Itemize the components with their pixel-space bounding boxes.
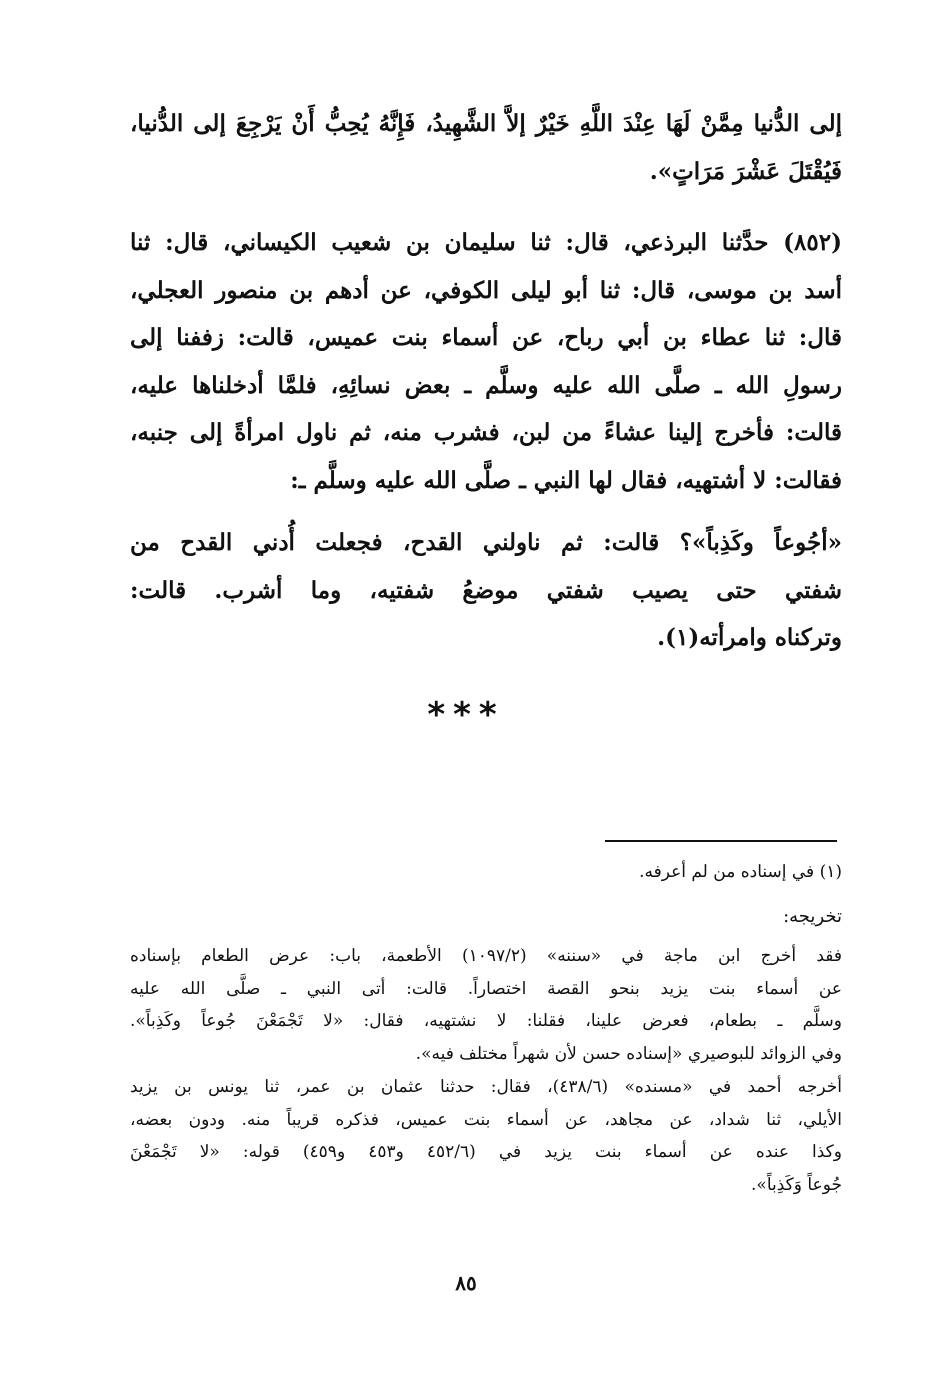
text-line: وتركناه وامرأته(١). bbox=[657, 624, 842, 651]
page-number: ٨٥ bbox=[455, 1271, 477, 1295]
text-line: شفتي حتى يصيب شفتي موضعُ شفتيه، وما أشرب. قالت: bbox=[130, 576, 842, 604]
footnote-takhrij bbox=[130, 940, 842, 1202]
text-line: أسد بن موسى، قال: ثنا أبو ليلى الكوفي، عن أدهم بن منصور العجلي، bbox=[130, 276, 842, 304]
main-text-block-3 bbox=[130, 519, 842, 662]
main-text-block-1 bbox=[130, 100, 842, 195]
footnote-line: وكذا عنده عن أسماء بنت يزيد في (٤٥٢/٦ و٤٥٣ و٤٥٩) قوله: «لا تَجْمَعْنَ bbox=[130, 1142, 842, 1163]
footnote-line: وفي الزوائد للبوصيري «إسناده حسن لأن شهراً مختلف فيه». bbox=[415, 1044, 842, 1065]
section-separator: *** bbox=[427, 695, 505, 735]
footnote-1 bbox=[130, 855, 842, 889]
footnote-line: الأيلي، ثنا شداد، عن مجاهد، عن أسماء بنت عميس، فذكره قريباً منه. ودون بعضه، bbox=[130, 1109, 842, 1130]
text-line: (٨٥٢) حدَّثنا البرذعي، قال: ثنا سليمان بن شعيب الكيساني، قال: ثنا bbox=[130, 229, 842, 256]
text-line: «أجُوعاً وكَذِباً»؟ قالت: ثم ناولني القدح، فجعلت أُدني القدح من bbox=[130, 529, 842, 556]
text-line: قال: ثنا عطاء بن أبي رباح، عن أسماء بنت عميس، قالت: زففنا إلى bbox=[130, 324, 842, 351]
text-line: رسولِ الله ـ صلَّى الله عليه وسلَّم ـ بعض نسائِهِ، فلمَّا أدخلناها عليه، bbox=[130, 371, 842, 399]
hadith-852 bbox=[130, 219, 842, 504]
text-line: فَيُقْتَلَ عَشْرَ مَرَاتٍ». bbox=[649, 157, 842, 185]
footnote-divider bbox=[605, 840, 837, 842]
footnote-heading: تخريجه: bbox=[783, 906, 842, 927]
text-line: قالت: فأخرج إلينا عشاءً من لبن، فشرب منه، ثم ناول امرأةً إلى جنبه، bbox=[130, 419, 842, 446]
footnote-line: وسلَّم ـ بطعام، فعرض علينا، فقلنا: لا نشتهيه، فقال: «لا تَجْمَعْنَ جُوعاً وكَذِباً». bbox=[130, 1011, 842, 1032]
text-line: فقالت: لا أشتهيه، فقال لها النبي ـ صلَّى الله عليه وسلَّم ـ: bbox=[290, 466, 842, 494]
footnote-line: أخرجه أحمد في «مسنده» (٤٣٨/٦)، فقال: حدثنا عثمان بن عمر، ثنا يونس بن يزيد bbox=[130, 1076, 842, 1097]
footnote-line: جُوعاً وَكَذِباً». bbox=[751, 1174, 842, 1195]
text-line: إلى الدُّنيا مِمَّنْ لَهَا عِنْدَ اللَّهِ خَيْرٌ إلاَّ الشَّهِيدُ، فَإِنَّهُ يُحِبُّ أَنْ يَرْجِعَ إلى الدُّنيا، bbox=[130, 110, 842, 137]
footnote-line: عن أسماء بنت يزيد بنحو القصة اختصاراً. قالت: أتى النبي ـ صلَّى الله عليه bbox=[130, 978, 842, 999]
footnote-line: فقد أخرج ابن ماجة في «سننه» (١٠٩٧/٢) الأطعمة، باب: عرض الطعام بإسناده bbox=[130, 946, 842, 966]
footnote-line: (١) في إسناده من لم أعرفه. bbox=[639, 862, 842, 882]
